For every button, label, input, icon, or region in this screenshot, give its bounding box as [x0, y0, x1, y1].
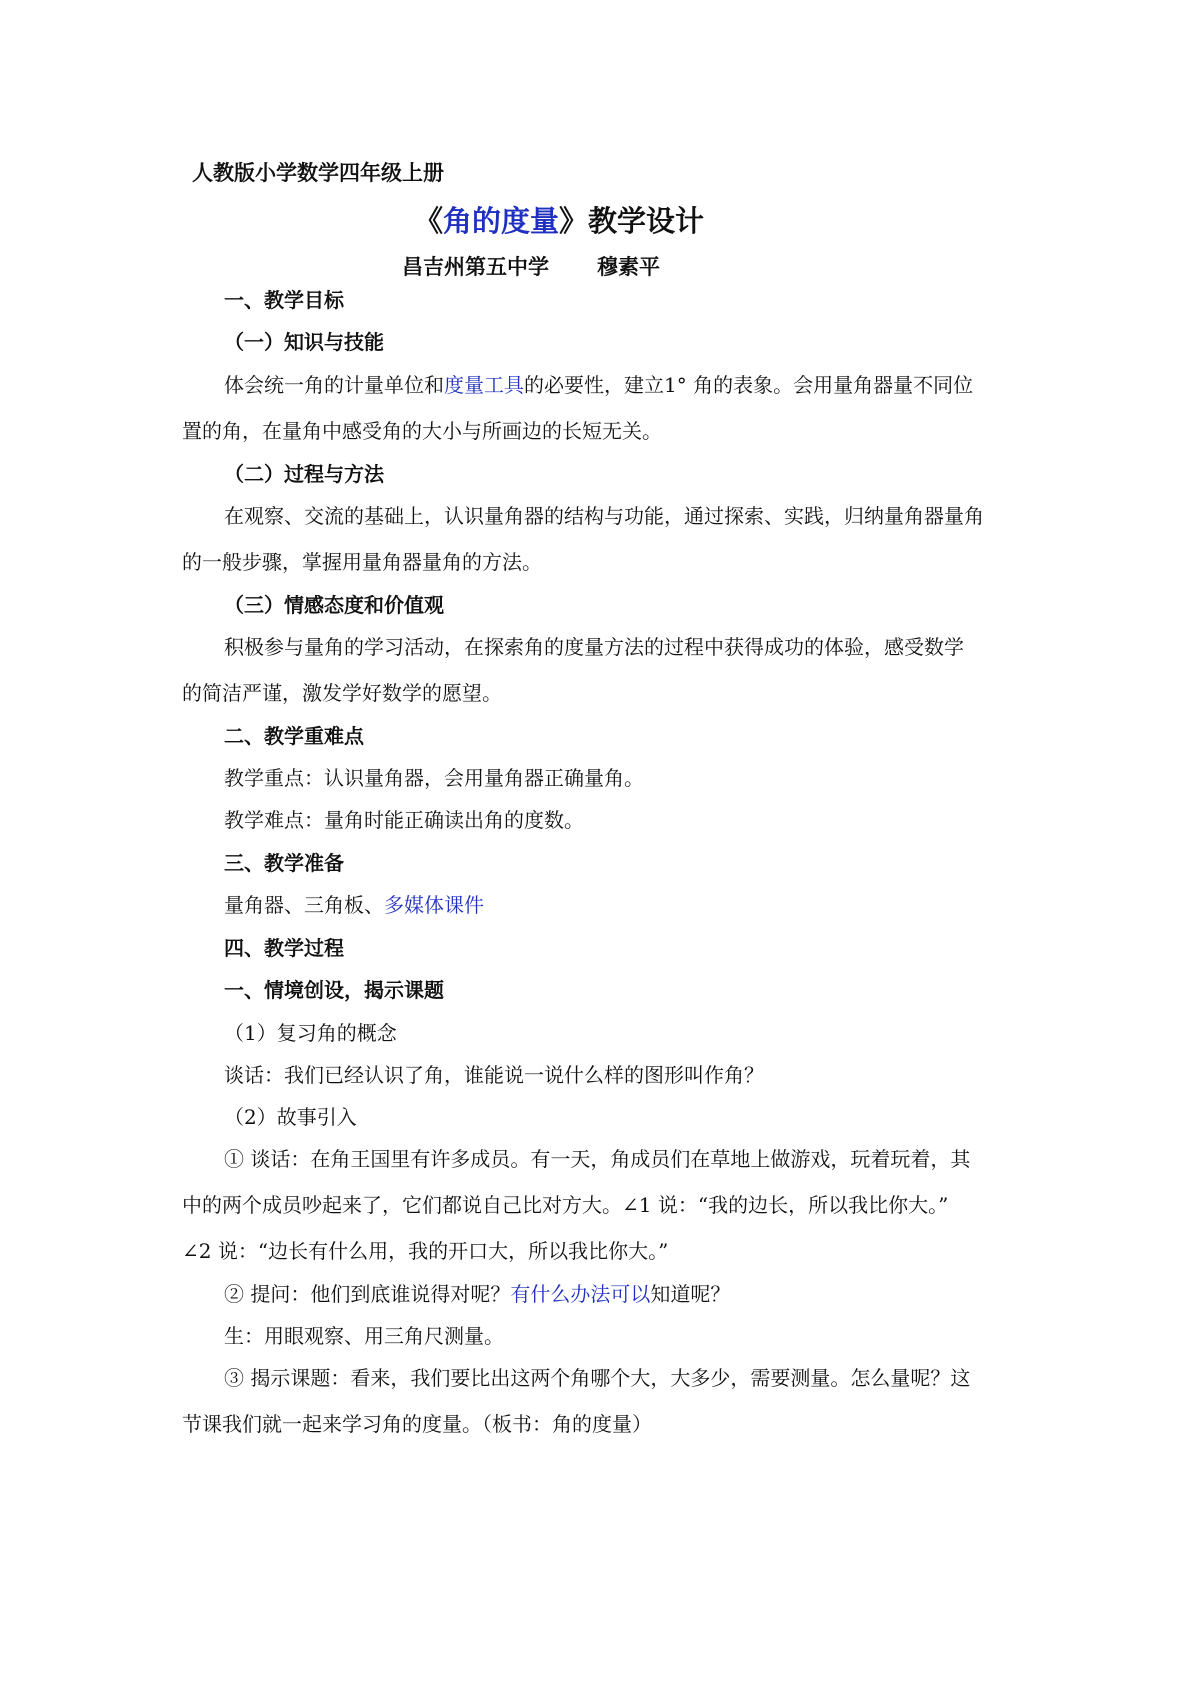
author-line	[402, 254, 660, 280]
paragraph-line: 的一般步骤，掌握用量角器量角的方法。	[182, 550, 542, 574]
paragraph-line	[224, 372, 973, 398]
paragraph-line: 置的角，在量角中感受角的大小与所画边的长短无关。	[182, 419, 662, 443]
paragraph-line	[224, 892, 484, 918]
book-subtitle: 人教版小学数学四年级上册	[192, 160, 444, 185]
link-method[interactable]: 有什么办法可以	[510, 1282, 651, 1306]
paragraph-line: ∠2 说：“边长有什么用，我的开口大，所以我比你大。”	[182, 1239, 669, 1263]
text-span: 知道呢？	[650, 1282, 731, 1306]
subheading-scenario: 一、情境创设，揭示课题	[224, 978, 444, 1002]
text-span: 量角器、三角板、	[224, 893, 384, 917]
title-link[interactable]: 角的度量	[443, 204, 560, 238]
section-heading-objectives: 一、教学目标	[224, 288, 344, 312]
paragraph-line: 的简洁严谨，激发学好数学的愿望。	[182, 681, 502, 705]
title-suffix: 》教学设计	[559, 204, 705, 238]
author-name: 穆素平	[597, 254, 660, 279]
subheading-process-method: （二）过程与方法	[224, 462, 384, 486]
paragraph-line: 在观察、交流的基础上，认识量角器的结构与功能，通过探索、实践，归纳量角器量角	[224, 504, 984, 528]
paragraph-line: 谈话：我们已经认识了角，谁能说一说什么样的图形叫作角？	[224, 1063, 764, 1087]
paragraph-line: 积极参与量角的学习活动，在探索角的度量方法的过程中获得成功的体验，感受数学	[224, 635, 964, 659]
list-item: （1）复习角的概念	[224, 1021, 397, 1045]
paragraph-line	[224, 1281, 730, 1307]
paragraph-line: ① 谈话：在角王国里有许多成员。有一天，角成员们在草地上做游戏，玩着玩着，其	[224, 1147, 971, 1171]
title-prefix: 《	[414, 204, 444, 238]
link-measuring-tool[interactable]: 度量工具	[444, 373, 524, 397]
paragraph-line: 生：用眼观察、用三角尺测量。	[224, 1324, 504, 1348]
school-name: 昌吉州第五中学	[402, 254, 549, 279]
section-heading-process: 四、教学过程	[224, 936, 344, 960]
paragraph-line: 教学难点：量角时能正确读出角的度数。	[224, 808, 584, 832]
paragraph-line: ③ 揭示课题：看来，我们要比出这两个角哪个大，大多少，需要测量。怎么量呢？这	[224, 1366, 971, 1390]
list-item: （2）故事引入	[224, 1105, 357, 1129]
subheading-attitude-values: （三）情感态度和价值观	[224, 593, 444, 617]
text-span: 的必要性，建立1° 角的表象。会用量角器量不同位	[524, 373, 974, 397]
paragraph-line: 节课我们就一起来学习角的度量。（板书：角的度量）	[182, 1412, 652, 1436]
paragraph-line: 教学重点：认识量角器，会用量角器正确量角。	[224, 766, 644, 790]
subheading-knowledge-skills: （一）知识与技能	[224, 330, 384, 354]
page-title	[414, 203, 704, 239]
paragraph-line: 中的两个成员吵起来了，它们都说自己比对方大。∠1 说：“我的边长，所以我比你大。”	[182, 1193, 949, 1217]
section-heading-preparation: 三、教学准备	[224, 851, 344, 875]
link-multimedia[interactable]: 多媒体课件	[384, 893, 484, 917]
text-span: ② 提问：他们到底谁说得对呢？	[224, 1282, 511, 1306]
section-heading-key-points: 二、教学重难点	[224, 724, 364, 748]
text-span: 体会统一角的计量单位和	[224, 373, 444, 397]
